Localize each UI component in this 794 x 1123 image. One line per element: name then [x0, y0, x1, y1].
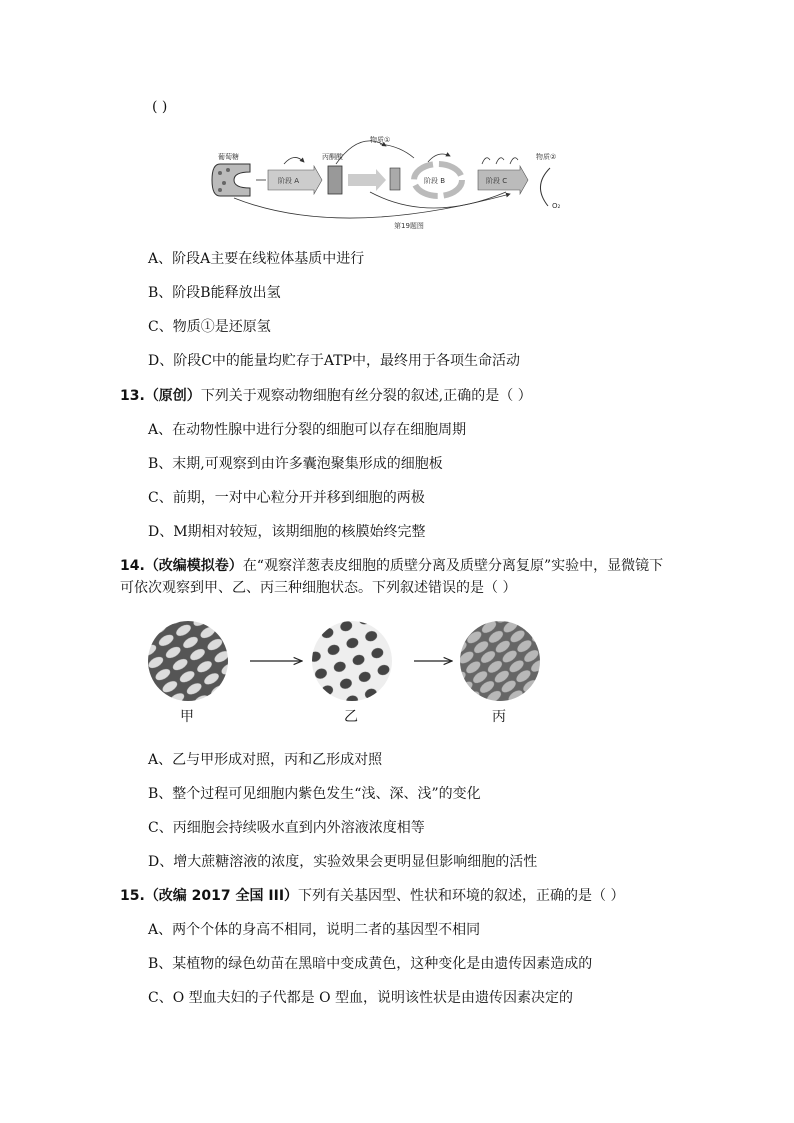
- label-yi: 乙: [344, 709, 358, 725]
- q15-number: 15.: [120, 888, 145, 904]
- q12-answer-bracket: ( ): [152, 99, 168, 115]
- q14-option-a: A、乙与甲形成对照，丙和乙形成对照: [148, 752, 383, 768]
- q13-text: 下列关于观察动物细胞有丝分裂的叙述,正确的是（ ）: [200, 388, 532, 404]
- transport-arrow: [348, 169, 386, 191]
- label-bing: 丙: [492, 709, 506, 725]
- q13-option-c: C、前期，一对中心粒分开并移到细胞的两极: [148, 490, 425, 506]
- diagram-caption: 第19题图: [394, 222, 424, 230]
- q14-option-d: D、增大蔗糖溶液的浓度，实验效果会更明显但影响细胞的活性: [148, 854, 538, 870]
- q13-number: 13.: [120, 388, 145, 404]
- pyruvate-shape: [328, 166, 342, 194]
- q15-stem: [120, 886, 624, 906]
- q12-option-d: D、阶段C中的能量均贮存于ATP中，最终用于各项生命活动: [148, 353, 521, 369]
- stage-b-label: 阶段 B: [424, 177, 446, 185]
- q13-stem: [120, 386, 532, 406]
- q13-option-a: A、在动物性腺中进行分裂的细胞可以存在细胞周期: [148, 422, 467, 438]
- q15-option-b: B、某植物的绿色幼苗在黑暗中变成黄色，这种变化是由遗传因素造成的: [148, 956, 593, 972]
- q15-option-c: C、O 型血夫妇的子代都是 O 型血，说明该性状是由遗传因素决定的: [148, 990, 574, 1006]
- q15-text: 下列有关基因型、性状和环境的叙述，正确的是（ ）: [298, 888, 625, 904]
- stage-a-label: 阶段 A: [278, 177, 300, 185]
- q14-option-c: C、丙细胞会持续吸水直到内外溶液浓度相等: [148, 820, 425, 836]
- stage-c-label: 阶段 C: [486, 177, 508, 185]
- q12-option-a: A、阶段A主要在线粒体基质中进行: [148, 251, 365, 267]
- respiration-diagram: [210, 128, 580, 234]
- q14-stem: [120, 556, 663, 576]
- cell-image-yi: [312, 621, 392, 701]
- pyruvate-label: 丙酮酸: [322, 153, 343, 161]
- q15-tag: （改编 2017 全国 III）: [144, 888, 299, 904]
- q14-number: 14.: [120, 558, 145, 574]
- cell-image-bing: [460, 621, 540, 701]
- q14-option-b: B、整个过程可见细胞内紫色发生“浅、深、浅”的变化: [148, 786, 481, 802]
- substance1-label: 物质①: [370, 136, 391, 144]
- q12-option-c: C、物质①是还原氢: [148, 319, 271, 335]
- o2-label: O₂: [552, 202, 561, 210]
- q14-tag: （改编模拟卷）: [144, 558, 243, 574]
- q15-option-a: A、两个个体的身高不相同，说明二者的基因型不相同: [148, 922, 481, 938]
- q14-text-line1: 在“观察洋葱表皮细胞的质壁分离及质壁分离复原”实验中，显微镜下: [242, 558, 664, 574]
- substance2-label: 物质②: [536, 153, 557, 161]
- label-jia: 甲: [180, 709, 194, 725]
- q13-option-b: B、末期,可观察到由许多囊泡聚集形成的细胞板: [148, 456, 443, 472]
- q12-option-b: B、阶段B能释放出氢: [148, 285, 281, 301]
- cell-image-jia: [148, 621, 228, 701]
- glucose-label: 葡萄糖: [218, 153, 239, 161]
- q13-option-d: D、M期相对较短，该期细胞的核膜始终完整: [148, 524, 426, 540]
- glucose-shape: [212, 164, 250, 196]
- q14-text-line2: 可依次观察到甲、乙、丙三种细胞状态。下列叙述错误的是（ ）: [120, 580, 517, 596]
- q13-tag: （原创）: [144, 388, 201, 404]
